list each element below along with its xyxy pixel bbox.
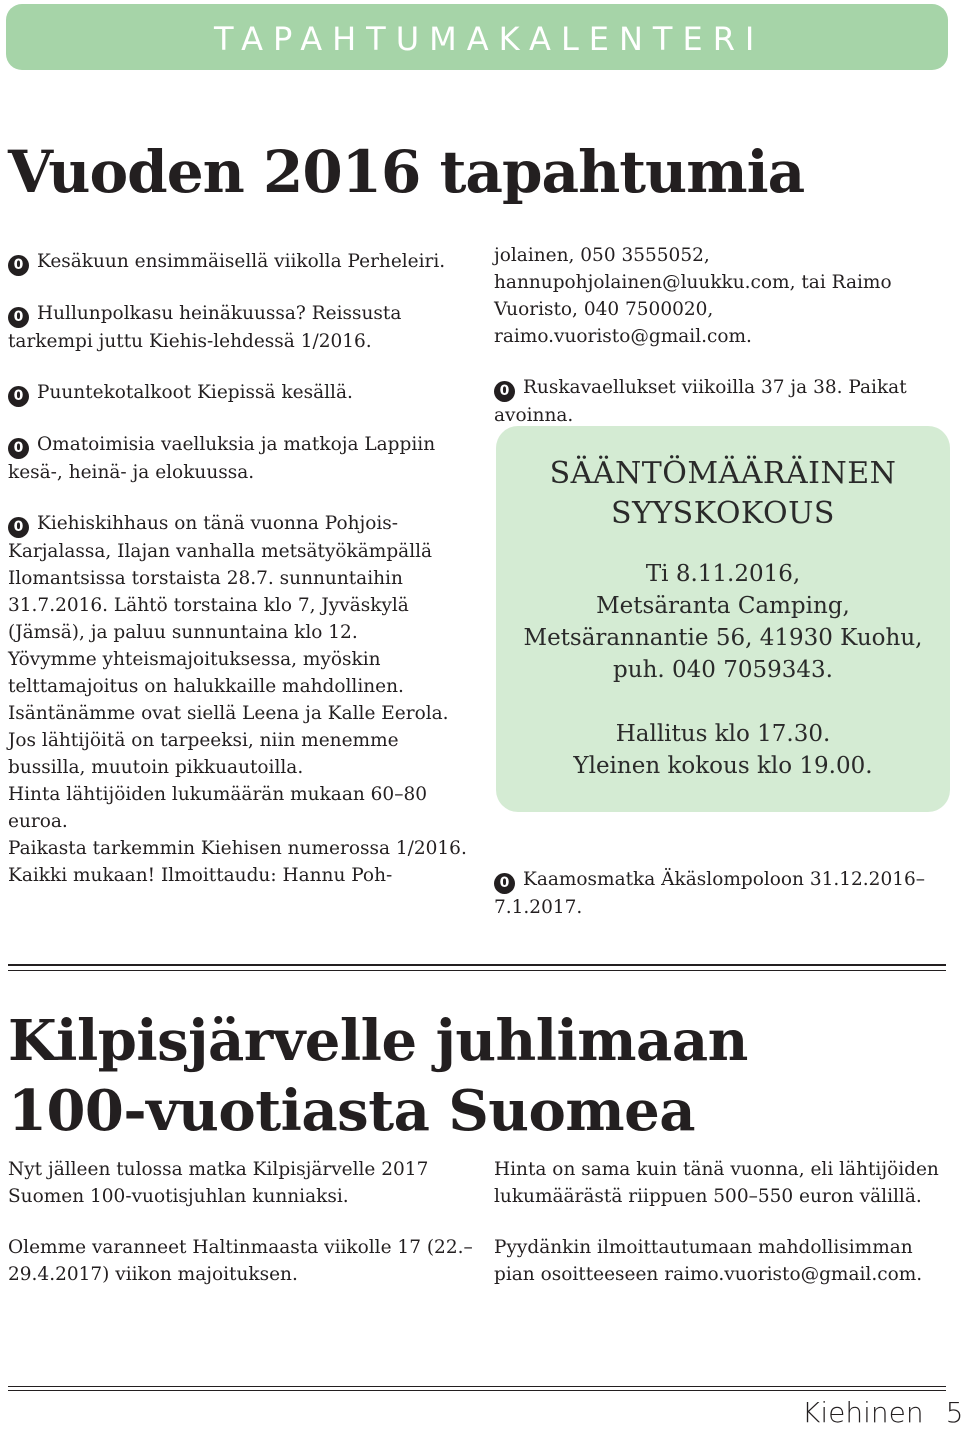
- paragraph: Hinta on sama kuin tänä vuonna, eli lähtijöiden lukumäärästä riippuen 500–550 euron välillä.: [494, 1159, 939, 1207]
- bullet-icon: 0: [8, 517, 29, 538]
- page-number: 5: [945, 1396, 963, 1429]
- contact-continuation: jolainen, 050 3555052, hannupohjolainen@luukku.com, tai Raimo Vuoristo, 040 7500020, raimo.vuoristo@gmail.com.: [494, 245, 892, 347]
- event-item: 0 Puuntekotalkoot Kiepissä kesällä.: [8, 379, 478, 407]
- section2-title: Kilpisjärvelle juhlimaan 100-vuotiasta Suomea: [8, 1008, 748, 1144]
- article-right-column: [494, 1156, 954, 1312]
- meeting-date: Ti 8.11.2016,: [645, 561, 801, 587]
- bullet-icon: 0: [8, 255, 29, 276]
- bullet-icon: 0: [8, 307, 29, 328]
- paragraph: Olemme varanneet Haltinmaasta viikolle 17 (22.–29.4.2017) viikon majoituksen.: [8, 1237, 473, 1285]
- paragraph: Nyt jälleen tulossa matka Kilpisjärvelle 2017 Suomen 100-vuotisjuhlan kunniaksi.: [8, 1159, 429, 1207]
- bullet-icon: 0: [494, 873, 515, 894]
- bullet-icon: 0: [8, 386, 29, 407]
- meeting-title: SÄÄNTÖMÄÄRÄINEN SYYSKOKOUS: [549, 456, 897, 531]
- banner-title: TAPAHTUMAKALENTERI: [214, 20, 765, 58]
- event-item: 0 Ruskavaellukset viikoilla 37 ja 38. Paikat avoinna.: [494, 377, 907, 426]
- meeting-general-time: Yleinen kokous klo 19.00.: [573, 753, 873, 779]
- paragraph: Pyydänkin ilmoittautumaan mahdollisimman pian osoitteeseen raimo.vuoristo@gmail.com.: [494, 1237, 923, 1285]
- section1-title: Vuoden 2016 tapahtumia: [8, 138, 805, 206]
- divider: [8, 1386, 946, 1387]
- publication-name: Kiehinen: [802, 1396, 924, 1429]
- article-left-column: [8, 1156, 478, 1312]
- page-footer: [802, 1396, 963, 1429]
- meeting-board-time: Hallitus klo 17.30.: [615, 721, 831, 747]
- meeting-place: Metsäranta Camping,: [596, 593, 850, 619]
- divider: [8, 964, 946, 966]
- event-item: 0 Kesäkuun ensimmäisellä viikolla Perheleiri.: [8, 248, 478, 276]
- events-left-column: [8, 248, 478, 889]
- events-right-column: [494, 242, 954, 429]
- meeting-info-box: [496, 426, 950, 812]
- event-item: 0 Hullunpolkasu heinäkuussa? Reissusta tarkempi juttu Kiehis-lehdessä 1/2016.: [8, 303, 402, 352]
- section-banner: [6, 4, 948, 70]
- bullet-icon: 0: [494, 381, 515, 402]
- event-item-kiehiskihhaus: 0 Kiehiskihhaus on tänä vuonna Pohjois-Karjalassa, Ilajan vanhalla metsätyökämpällä Ilomantsissa torstaista 28.7. sunnuntaihin 31.7.2016. Lähtö torstaina klo 7, Jyväskylä (Jämsä), ja paluu sunnuntaina klo 12. Yövymme yhteismajoituksessa, myöskin telttamajoitus on halukkaille mahdollinen. Isäntänämme ovat siellä Leena ja Kalle Eerola. Jos lähtijöitä on tarpeeksi, niin menemme bussilla, muutoin pikkuautoilla. Hinta lähtijöiden lukumäärän mukaan 60–80 euroa. Paikasta tarkemmin Kiehisen numerossa 1/2016. Kaikki mukaan! Ilmoittaudu: Hannu Poh-: [8, 513, 467, 886]
- meeting-address: Metsärannantie 56, 41930 Kuohu,: [523, 625, 923, 651]
- event-item: 0 Omatoimisia vaelluksia ja matkoja Lappiin kesä-, heinä- ja elokuussa.: [8, 434, 436, 483]
- divider: [8, 970, 946, 971]
- meeting-phone: puh. 040 7059343.: [613, 657, 833, 683]
- event-item-kaamos: 0 Kaamosmatka Äkäslompoloon 31.12.2016–7.1.2017.: [494, 869, 926, 918]
- divider: [8, 1390, 946, 1391]
- bullet-icon: 0: [8, 438, 29, 459]
